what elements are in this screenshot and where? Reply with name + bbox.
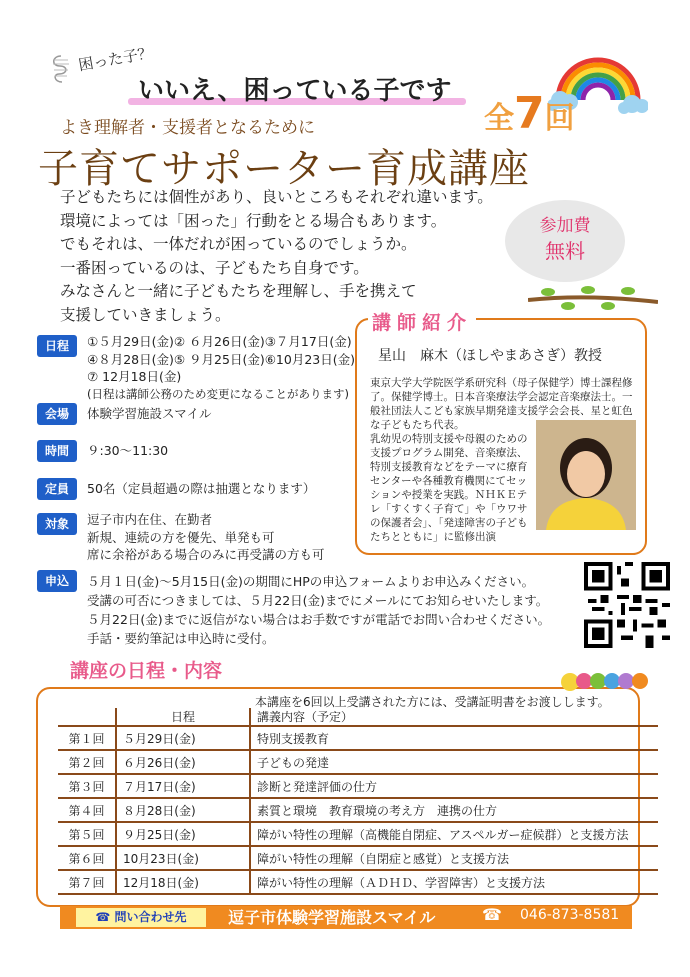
fee-value: 無料 — [545, 239, 585, 263]
contact-label: ☎ 問い合わせ先 — [76, 908, 206, 927]
table-row: 第７回 12月18日(金) 障がい特性の理解（ＡＤＨＤ、学習障害）と支援方法 — [58, 870, 658, 894]
lecturer-bio: 東京大学大学院医学系研究科（母子保健学）博士課程修了。保健学博士。日本音楽療法学会認定音楽療法士。一般社団法人こども家族早期発達支援学会会長、星と虹色な子どもたち代表。 — [370, 377, 633, 431]
lecturer-photo — [536, 420, 636, 530]
lecturer-bio-activities: 乳幼児の特別支援や母親のための支援プログラム開発、音楽療法、特別支援教育などをテーマに療育センターや各種教育機関にてセッションや授業を実践。ＮＨＫＥテレ「すくすく子育て」や「ウワサの保護者会」、「発達障害の子どもたちとともに」に監修出演 — [370, 433, 528, 543]
certificate-note: 本講座を6回以上受講された方には、受講証明書をお渡しします。 — [255, 695, 610, 709]
table-row: 第６回 10月23日(金) 障がい特性の理解（自閉症と感覚）と支援方法 — [58, 846, 658, 870]
schedule-section-title: 講座の日程・内容 — [70, 660, 223, 682]
qr-code[interactable] — [584, 562, 670, 648]
table-header-row: 日程 講義内容（予定） — [58, 708, 658, 726]
schedule-info: ①５月29日(金)② ６月26日(金)③７月17日(金) ④８月28日(金)⑤ ９月25日(金)⑥10月23日(金) ⑦ 12月18日(金) (日程は講師公務のため変更になることがあります) — [87, 334, 355, 401]
fee-badge — [505, 200, 625, 282]
lecturer-heading: 講師紹介 — [368, 308, 476, 335]
phone-icon: ☎ — [482, 905, 502, 924]
table-row: 第２回 ６月26日(金) 子どもの発達 — [58, 750, 658, 774]
time-value: ９:30～11:30 — [87, 443, 169, 458]
schedule-table — [58, 708, 658, 895]
subtitle: よき理解者・支援者となるために — [60, 118, 315, 138]
swirl-icon — [48, 52, 74, 86]
time-label: 時間 — [37, 440, 77, 462]
tagline-question: 困った子？ — [77, 43, 155, 75]
application-label: 申込 — [37, 570, 77, 592]
caterpillar-icon — [560, 668, 650, 694]
page-title: 子育てサポーター育成講座 — [38, 146, 530, 192]
intro-text: 子どもたちには個性があり、良いところもそれぞれ違います。 環境によっては「困った」行動をとる場合もあります。 でもそれは、一体だれが困っているのでしょうか。 一番困っているのは、子どもたち自身です。 みなさんと一緒に子どもたちを理解し、手を携えて 支援していきましょう。 — [60, 188, 493, 324]
target-label: 対象 — [37, 513, 77, 535]
table-row: 第１回 ５月29日(金) 特別支援教育 — [58, 726, 658, 750]
phone-icon: ☎ — [95, 910, 115, 924]
lecturer-name: 星山 麻木（ほしやまあさぎ）教授 — [378, 348, 602, 364]
target-info: 逗子市内在住、在勤者 新規、連続の方を優先、単発も可 席に余裕がある場合のみに再受講の方も可 — [87, 512, 325, 562]
application-info: ５月１日(金)～5月15日(金)の期間にHPの申込フォームよりお申込みください。 受講の可否につきましては、５月22日(金)までにメールにてお知らせいたします。 ５月22日(金)までに返信がない場合はお手数ですが電話でお問い合わせください。 手話・要約筆記は申込時に受付。 — [87, 574, 551, 646]
session-count: 全7回 — [484, 88, 575, 139]
schedule-label: 日程 — [37, 335, 77, 357]
table-row: 第４回 ８月28日(金) 素質と環境 教育環境の考え方 連携の仕方 — [58, 798, 658, 822]
capacity-label: 定員 — [37, 478, 77, 500]
table-row: 第３回 ７月17日(金) 診断と発達評価の仕方 — [58, 774, 658, 798]
venue-label: 会場 — [37, 403, 77, 425]
footer-organization: 逗子市体験学習施設スマイル — [228, 908, 436, 927]
venue-value: 体験学習施設スマイル — [87, 406, 212, 421]
fee-label: 参加費 — [539, 216, 591, 236]
footer-phone[interactable]: 046-873-8581 — [520, 907, 620, 923]
branch-icon — [528, 280, 658, 314]
capacity-value: 50名（定員超過の際は抽選となります） — [87, 481, 316, 496]
tagline-main: いいえ、困っている子です — [138, 76, 452, 106]
table-row: 第５回 ９月25日(金) 障がい特性の理解（高機能自閉症、アスペルガー症候群）と支援方法 — [58, 822, 658, 846]
